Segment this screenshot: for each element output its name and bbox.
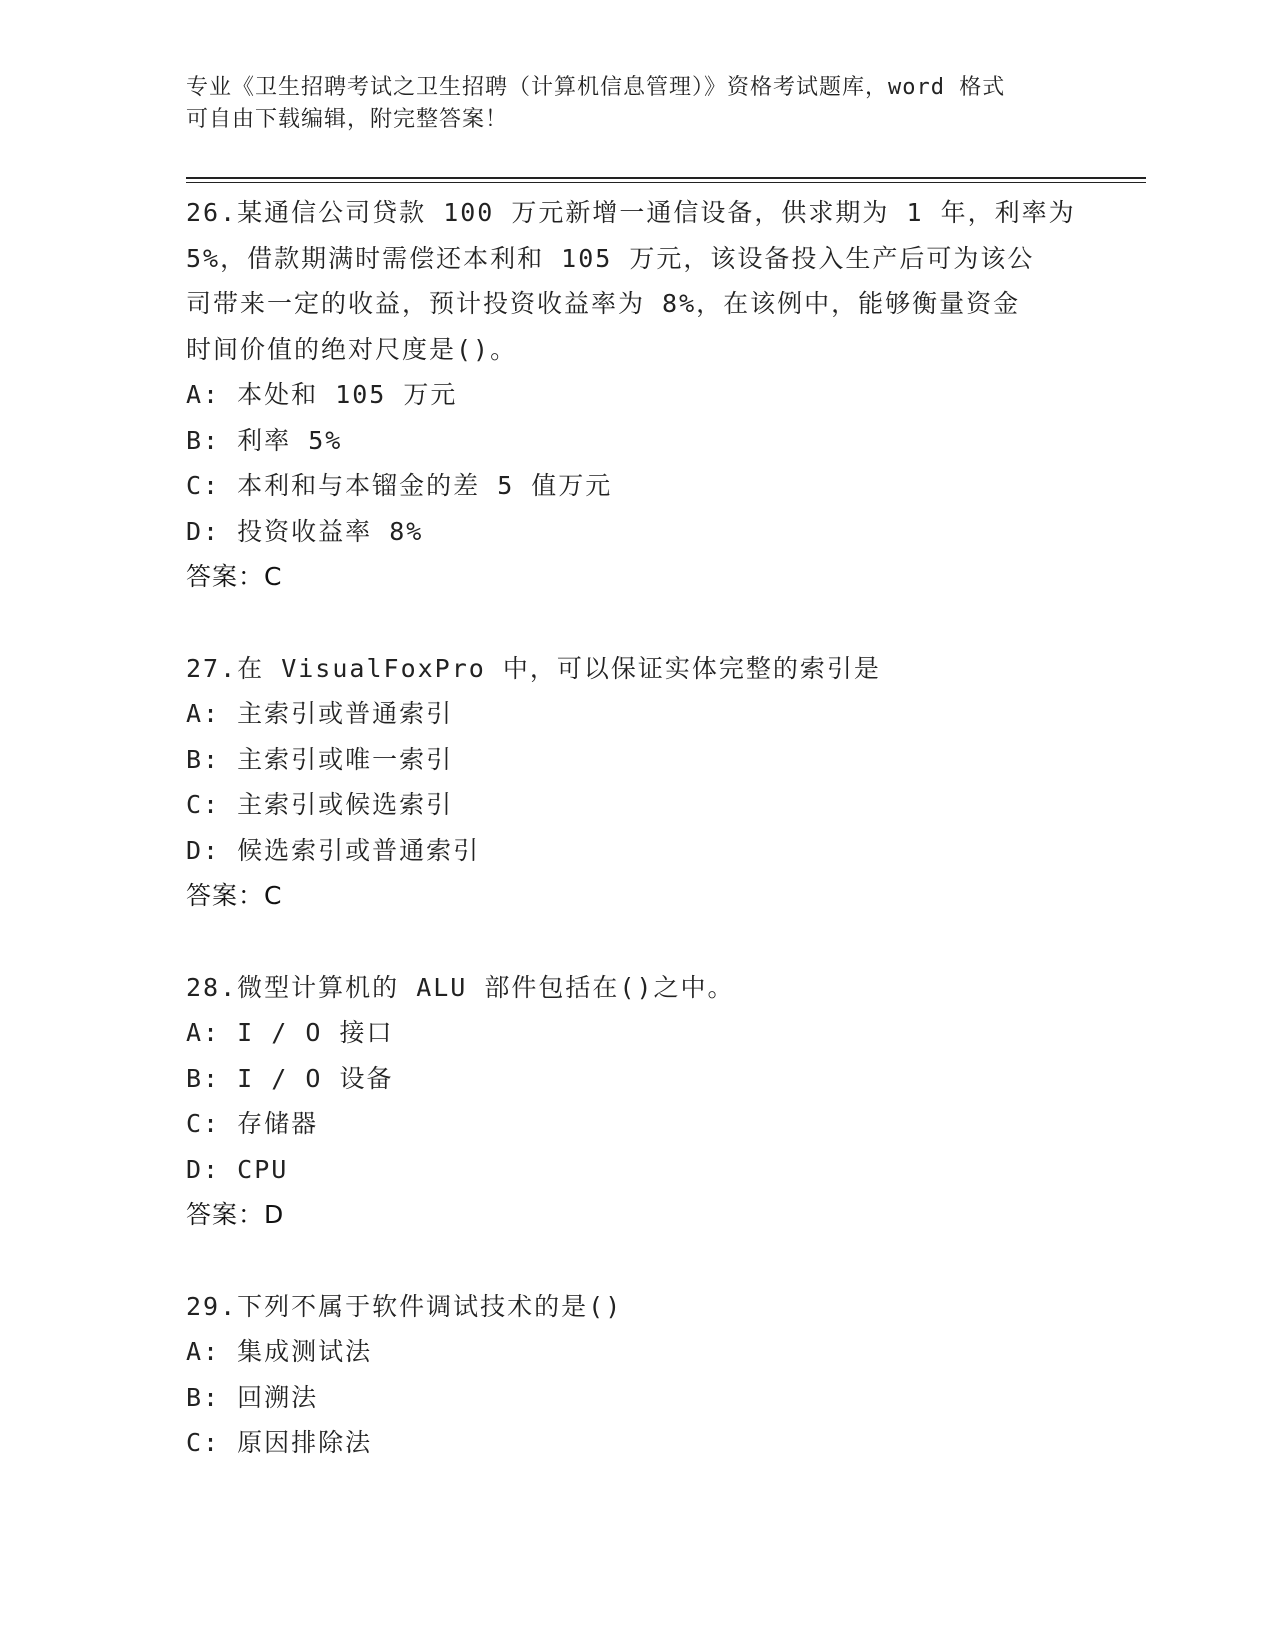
question-spacer	[186, 1238, 1086, 1284]
question-stem-line: 28.微型计算机的 ALU 部件包括在()之中。	[186, 972, 735, 1002]
question-stem-line: 29.下列不属于软件调试技术的是()	[186, 1291, 623, 1321]
question-28	[186, 965, 1086, 1238]
option-c: C: 本利和与本镏金的差 5 值万元	[186, 471, 613, 500]
question-spacer	[186, 600, 1086, 646]
option-b: B: I / O 设备	[186, 1063, 394, 1093]
option-b: B: 回溯法	[186, 1382, 319, 1412]
option-a: A: 主索引或普通索引	[186, 699, 454, 728]
option-a: A: 集成测试法	[186, 1337, 373, 1366]
option-b: B: 主索引或唯一索引	[186, 744, 454, 774]
question-26	[186, 190, 1086, 600]
header-line-1: 专业《卫生招聘考试之卫生招聘（计算机信息管理）》资格考试题库，word 格式	[186, 75, 1006, 100]
option-d: D: 候选索引或普通索引	[186, 835, 481, 865]
question-stem-line: 5%，借款期满时需偿还本利和 105 万元，该设备投入生产后可为该公	[186, 243, 1035, 273]
header-divider-thin	[186, 182, 1146, 183]
option-d: D: 投资收益率 8%	[186, 516, 424, 546]
option-c: C: 主索引或候选索引	[186, 790, 454, 819]
document-header	[186, 72, 1086, 136]
question-spacer	[186, 919, 1086, 965]
question-29	[186, 1284, 1086, 1466]
option-c: C: 原因排除法	[186, 1428, 373, 1457]
answer-label: 答案：C	[186, 881, 283, 910]
question-stem-line: 26.某通信公司贷款 100 万元新增一通信设备，供求期为 1 年，利率为	[186, 198, 1076, 227]
header-divider-thick	[186, 177, 1146, 179]
option-a: A: 本处和 105 万元	[186, 380, 458, 409]
question-list	[186, 190, 1086, 1466]
option-d: D: CPU	[186, 1154, 289, 1184]
question-stem-line: 司带来一定的收益，预计投资收益率为 8%，在该例中，能够衡量资金	[186, 289, 1021, 318]
answer-label: 答案：C	[186, 562, 283, 591]
header-line-2: 可自由下载编辑，附完整答案！	[186, 107, 509, 132]
question-stem-line: 27.在 VisualFoxPro 中，可以保证实体完整的索引是	[186, 653, 881, 683]
option-c: C: 存储器	[186, 1109, 319, 1138]
option-b: B: 利率 5%	[186, 425, 343, 455]
question-stem-line: 时间价值的绝对尺度是()。	[186, 334, 518, 364]
question-27	[186, 646, 1086, 919]
answer-label: 答案：D	[186, 1200, 285, 1229]
option-a: A: I / O 接口	[186, 1018, 394, 1047]
